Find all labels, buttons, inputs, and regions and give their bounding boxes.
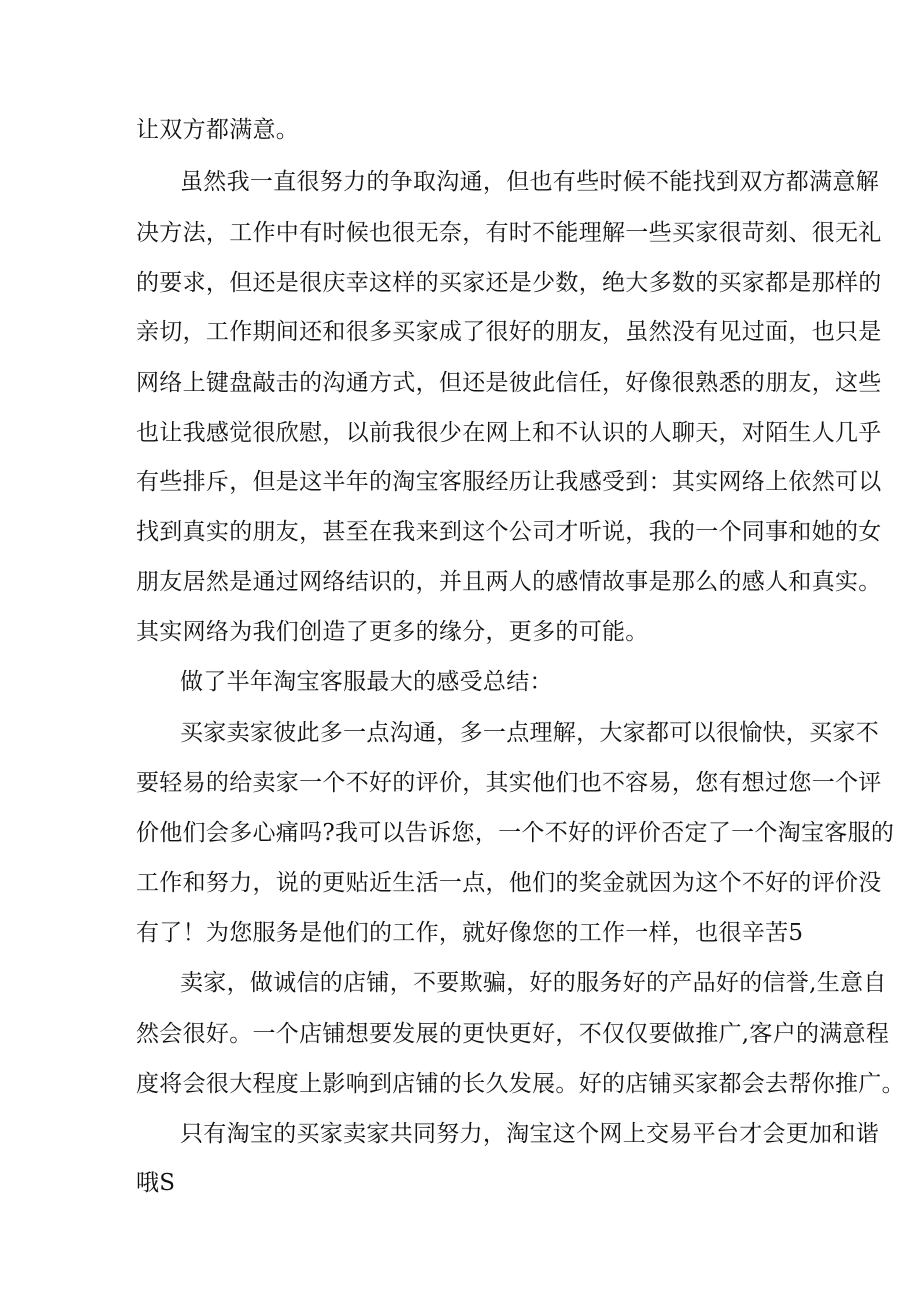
text-line: 找到真实的朋友，甚至在我来到这个公司才听说，我的一个同事和她的女	[136, 519, 882, 545]
text-line: 然会很好。一个店铺想要发展的更快更好，不仅仅要做推广,客户的满意程	[136, 1021, 890, 1047]
text-line: 朋友居然是通过网络结识的，并且两人的感情故事是那么的感人和真实。	[136, 569, 882, 595]
text-line: 有了！为您服务是他们的工作，就好像您的工作一样，也很辛苦5	[136, 920, 804, 946]
text-line: 价他们会多心痛吗?我可以告诉您，一个不好的评价否定了一个淘宝客服的	[136, 820, 895, 846]
text-line: 其实网络为我们创造了更多的缘分，更多的可能。	[136, 619, 649, 645]
text-line: 也让我感觉很欣慰，以前我很少在网上和不认识的人聊天，对陌生人几乎	[136, 420, 882, 446]
text-line: 要轻易的给卖家一个不好的评价，其实他们也不容易，您有想过您一个评	[136, 770, 882, 796]
text-line: 亲切，工作期间还和很多买家成了很好的朋友，虽然没有见过面，也只是	[136, 319, 882, 345]
text-line: 的要求，但还是很庆幸这样的买家还是少数，绝大多数的买家都是那样的	[136, 270, 882, 296]
text-line: 度将会很大程度上影响到店铺的长久发展。好的店铺买家都会去帮你推广。	[136, 1071, 905, 1097]
paragraph-start-line: 买家卖家彼此多一点沟通，多一点理解，大家都可以很愉快，买家不	[180, 720, 879, 746]
paragraph-start-line: 虽然我一直很努力的争取沟通，但也有些时候不能找到双方都满意解	[180, 169, 879, 195]
text-line: 哦S	[136, 1170, 176, 1196]
text-line: 让双方都满意。	[136, 117, 300, 143]
paragraph-start-line: 只有淘宝的买家卖家共同努力，淘宝这个网上交易平台才会更加和谐	[180, 1121, 879, 1147]
text-line: 网络上键盘敲击的沟通方式，但还是彼此信任，好像很熟悉的朋友，这些	[136, 370, 882, 396]
text-line: 决方法，工作中有时候也很无奈，有时不能理解一些买家很苛刻、很无礼	[136, 220, 882, 246]
text-line: 有些排斥，但是这半年的淘宝客服经历让我感受到：其实网络上依然可以	[136, 469, 882, 495]
paragraph-start-line: 卖家，做诚信的店铺，不要欺骗，好的服务好的产品好的信誉,生意自	[180, 970, 887, 996]
paragraph-start-line: 做了半年淘宝客服最大的感受总结：	[180, 669, 553, 695]
text-line: 工作和努力，说的更贴近生活一点，他们的奖金就因为这个不好的评价没	[136, 870, 882, 896]
